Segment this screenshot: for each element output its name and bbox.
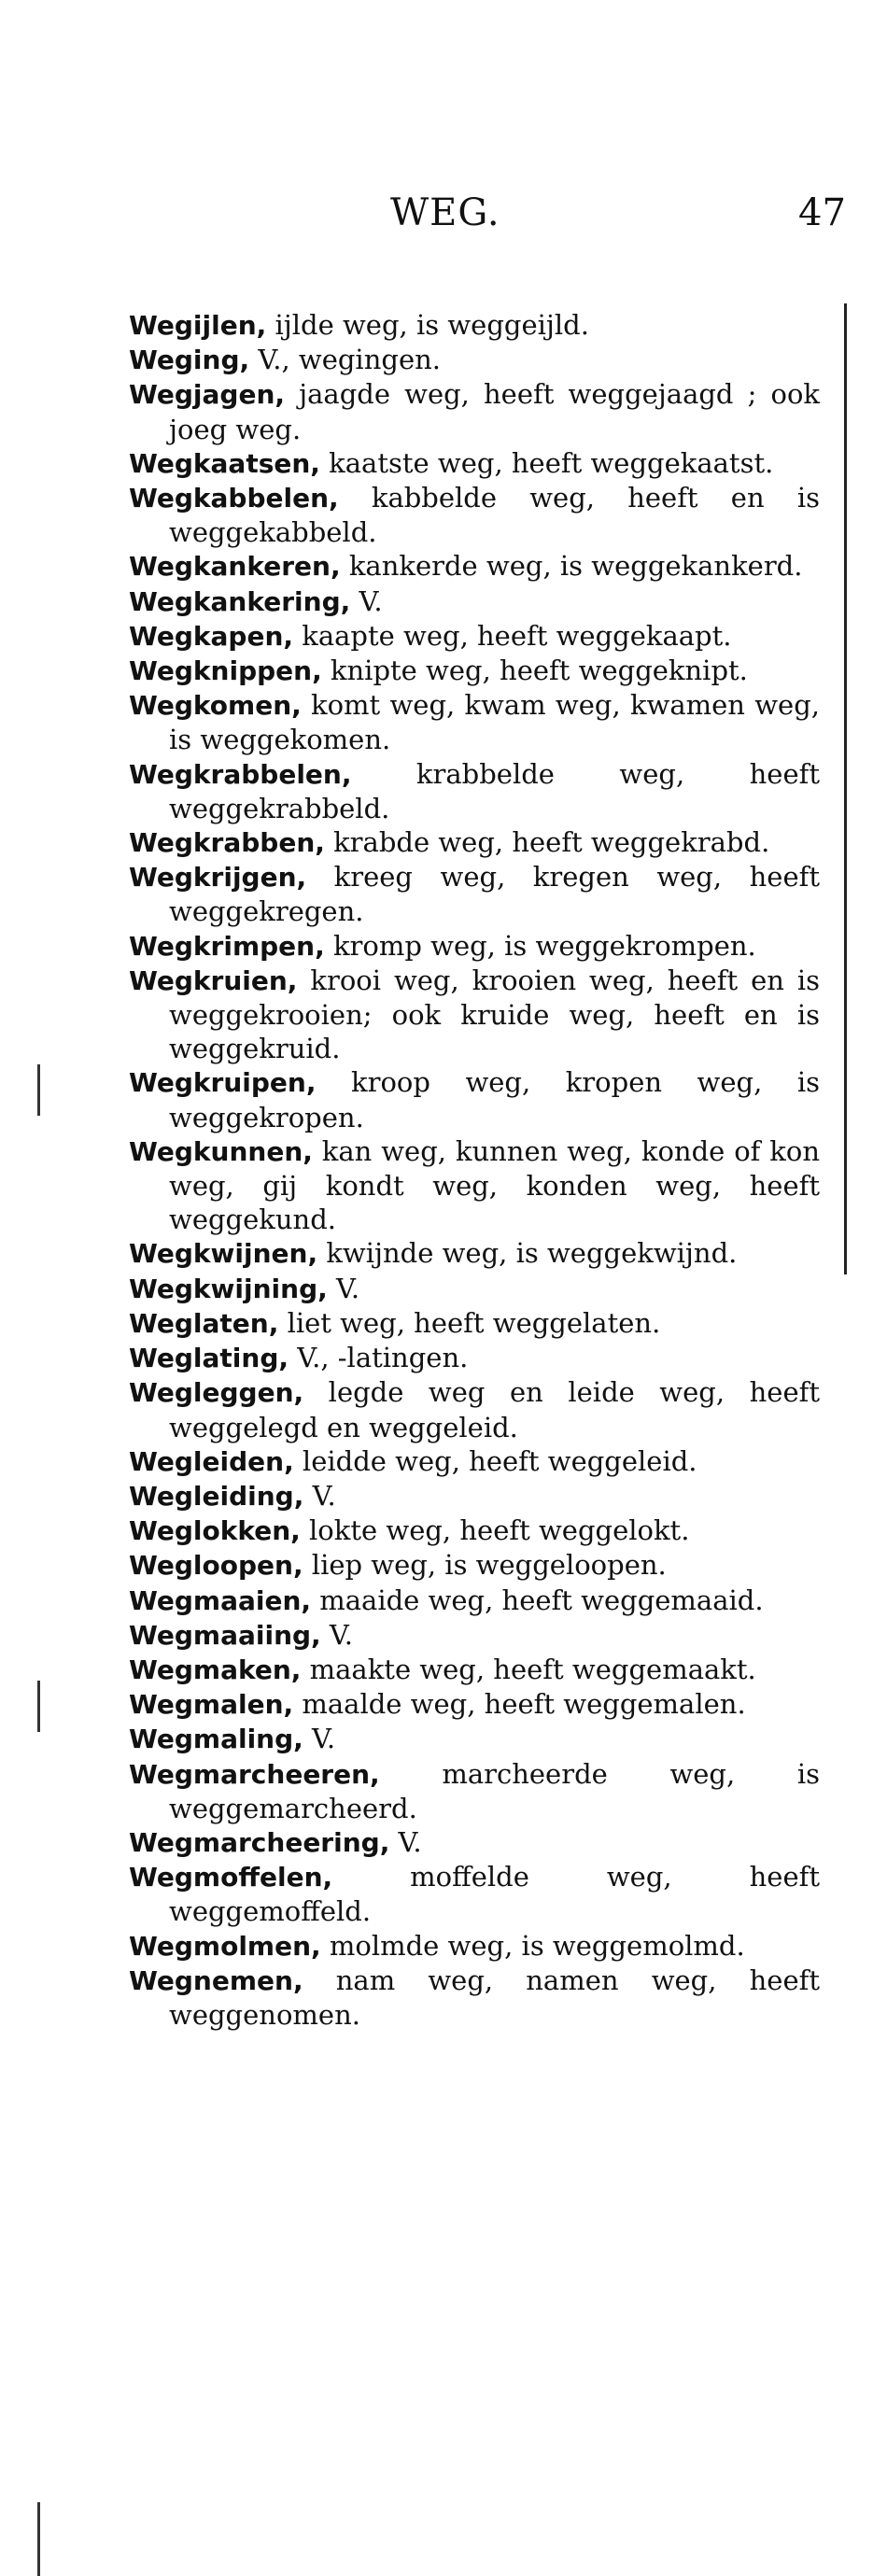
dictionary-entry [129, 1653, 820, 1687]
entry-headword: Wegkaatsen, [129, 447, 320, 479]
entry-headword: Wegmarcheering, [129, 1826, 390, 1858]
right-margin-rule [844, 303, 847, 1274]
dictionary-entry [129, 1964, 820, 2032]
entry-definition: lokte weg, heeft weggelokt. [300, 1514, 690, 1547]
entry-definition: V. [320, 1618, 354, 1651]
entry-definition: kaapte weg, heeft weggekaapt. [293, 619, 732, 652]
entry-headword: Wegkrabben, [129, 827, 325, 859]
entry-definition: kabbelde weg, heeft en is weggekabbeld. [169, 482, 820, 549]
entry-headword: Wegkrabbelen, [129, 758, 352, 790]
entry-headword: Wegknippen, [129, 655, 322, 687]
entry-headword: Weglokken, [129, 1515, 301, 1547]
dictionary-entry [129, 1618, 820, 1653]
dictionary-entry [129, 1375, 820, 1443]
entry-headword: Wegnemen, [129, 1964, 303, 1996]
entry-headword: Wegkankering, [129, 585, 351, 617]
dictionary-entry [129, 584, 820, 619]
dictionary-entry [129, 377, 820, 445]
entry-definition: krooi weg, krooien weg, heeft en is weggekrooien; ook kruide weg, heeft en is weggekruid. [169, 964, 820, 1065]
entry-headword: Wegkrijgen, [129, 862, 307, 894]
dictionary-entry [129, 757, 820, 825]
entry-definition: kaatste weg, heeft weggekaatst. [319, 446, 774, 479]
dictionary-entry [129, 1757, 820, 1825]
left-margin-mark [37, 1681, 40, 1732]
entry-definition: krabde weg, heeft weggekrabd. [324, 826, 770, 859]
entry-definition: kwijnde weg, is weggekwijnd. [317, 1237, 738, 1270]
entry-definition: kroop weg, kropen weg, is weggekropen. [169, 1066, 820, 1133]
entry-headword: Wegmaaien, [129, 1584, 312, 1616]
entry-definition: V. [303, 1479, 336, 1512]
entry-headword: Wegkruien, [129, 964, 298, 996]
page-header [0, 191, 873, 238]
entry-headword: Wegmolmen, [129, 1930, 321, 1962]
left-margin-mark [37, 1064, 40, 1116]
entry-definition: marcheerde weg, is weggemarcheerd. [169, 1757, 820, 1824]
entry-definition: kan weg, kunnen weg, konde of kon weg, gij kondt weg, konden weg, heeft weggekund. [169, 1134, 820, 1236]
dictionary-entry [129, 964, 820, 1066]
entry-headword: Weglaten, [129, 1307, 279, 1339]
entry-definition: liet weg, heeft weggelaten. [278, 1306, 661, 1339]
dictionary-entry [129, 929, 820, 964]
entry-definition: nam weg, namen weg, heeft weggenomen. [169, 1964, 820, 2031]
entry-definition: molmde weg, is weggemolmd. [320, 1929, 745, 1962]
entry-headword: Wegkrimpen, [129, 930, 325, 962]
dictionary-entry [129, 1134, 820, 1237]
entry-headword: Wegmoffelen, [129, 1862, 333, 1893]
entry-definition: V., wegingen. [249, 344, 442, 376]
entry-headword: Wegkapen, [129, 620, 294, 652]
entry-definition: kankerde weg, is weggekankerd. [340, 550, 803, 583]
entry-definition: V. [389, 1825, 422, 1858]
dictionary-entry [129, 1513, 820, 1548]
dictionary-entry [129, 1444, 820, 1479]
entry-definition: leidde weg, heeft weggeleid. [293, 1444, 697, 1477]
dictionary-entry [129, 1687, 820, 1722]
entry-headword: Wegkomen, [129, 690, 302, 722]
dictionary-entry [129, 308, 820, 343]
dictionary-entry [129, 1065, 820, 1133]
dictionary-entry [129, 654, 820, 688]
dictionary-entry [129, 1722, 820, 1756]
dictionary-entry [129, 1479, 820, 1513]
entry-headword: Wegmaken, [129, 1654, 302, 1685]
entry-definition: maaide weg, heeft weggemaaid. [311, 1584, 764, 1616]
entry-headword: Wegjagen, [129, 379, 286, 411]
dictionary-entry [129, 1236, 820, 1271]
entry-definition: moffelde weg, heeft weggemoffeld. [169, 1861, 820, 1928]
dictionary-entry [129, 1584, 820, 1618]
dictionary-entry [129, 688, 820, 756]
entry-definition: krabbelde weg, heeft weggekrabbeld. [169, 757, 820, 824]
dictionary-entry [129, 446, 820, 481]
entry-definition: legde weg en leide weg, heeft weggelegd en weggeleid. [169, 1376, 820, 1443]
running-title: WEG. [390, 191, 500, 234]
entry-definition: jaagde weg, heeft weggejaagd ; ook joeg weg. [169, 378, 820, 445]
entry-definition: V. [350, 584, 383, 617]
entry-headword: Weging, [129, 345, 250, 376]
dictionary-entry [129, 343, 820, 377]
entry-headword: Wegijlen, [129, 310, 267, 341]
entry-headword: Wegkwijnen, [129, 1238, 318, 1270]
entry-headword: Wegkankeren, [129, 551, 341, 583]
entry-headword: Wegmalen, [129, 1689, 294, 1721]
dictionary-entry [129, 1548, 820, 1583]
entry-definition: komt weg, kwam weg, kwamen weg, is weggekomen. [169, 689, 820, 756]
entry-definition: liep weg, is weggeloopen. [303, 1549, 667, 1582]
entry-headword: Weglating, [129, 1343, 289, 1374]
entry-definition: V. [303, 1723, 336, 1755]
entry-headword: Wegleggen, [129, 1377, 304, 1409]
dictionary-entry [129, 860, 820, 928]
entry-headword: Wegloopen, [129, 1550, 303, 1582]
dictionary-entry [129, 549, 820, 584]
entry-definition: V. [327, 1272, 360, 1304]
dictionary-entry [129, 481, 820, 549]
entry-headword: Wegleiding, [129, 1480, 304, 1512]
entry-definition: V., -latingen. [289, 1342, 469, 1374]
dictionary-entries [129, 308, 820, 2032]
dictionary-entry [129, 1272, 820, 1306]
dictionary-entry [129, 825, 820, 860]
entry-headword: Wegmarcheeren, [129, 1758, 380, 1790]
dictionary-entry [129, 1341, 820, 1375]
dictionary-entry [129, 1929, 820, 1964]
entry-headword: Wegkabbelen, [129, 483, 339, 514]
entry-headword: Wegkunnen, [129, 1135, 313, 1167]
entry-definition: maakte weg, heeft weggemaakt. [301, 1653, 756, 1685]
entry-headword: Wegkwijning, [129, 1273, 328, 1304]
entry-definition: knipte weg, heeft weggeknipt. [321, 655, 748, 687]
page-number: 47 [798, 191, 846, 234]
dictionary-entry [129, 619, 820, 654]
dictionary-entry [129, 1825, 820, 1860]
entry-headword: Wegmaling, [129, 1724, 303, 1755]
entry-headword: Wegmaaiing, [129, 1619, 321, 1651]
entry-definition: maalde weg, heeft weggemalen. [293, 1688, 746, 1721]
dictionary-entry [129, 1306, 820, 1341]
entry-definition: ijlde weg, is weggeijld. [266, 309, 589, 341]
entry-definition: kromp weg, is weggekrompen. [324, 929, 756, 962]
entry-headword: Wegkruipen, [129, 1067, 317, 1099]
entry-definition: kreeg weg, kregen weg, heeft weggekregen. [169, 861, 820, 928]
dictionary-entry [129, 1860, 820, 1928]
entry-headword: Wegleiden, [129, 1445, 294, 1477]
left-margin-mark [37, 2502, 40, 2576]
